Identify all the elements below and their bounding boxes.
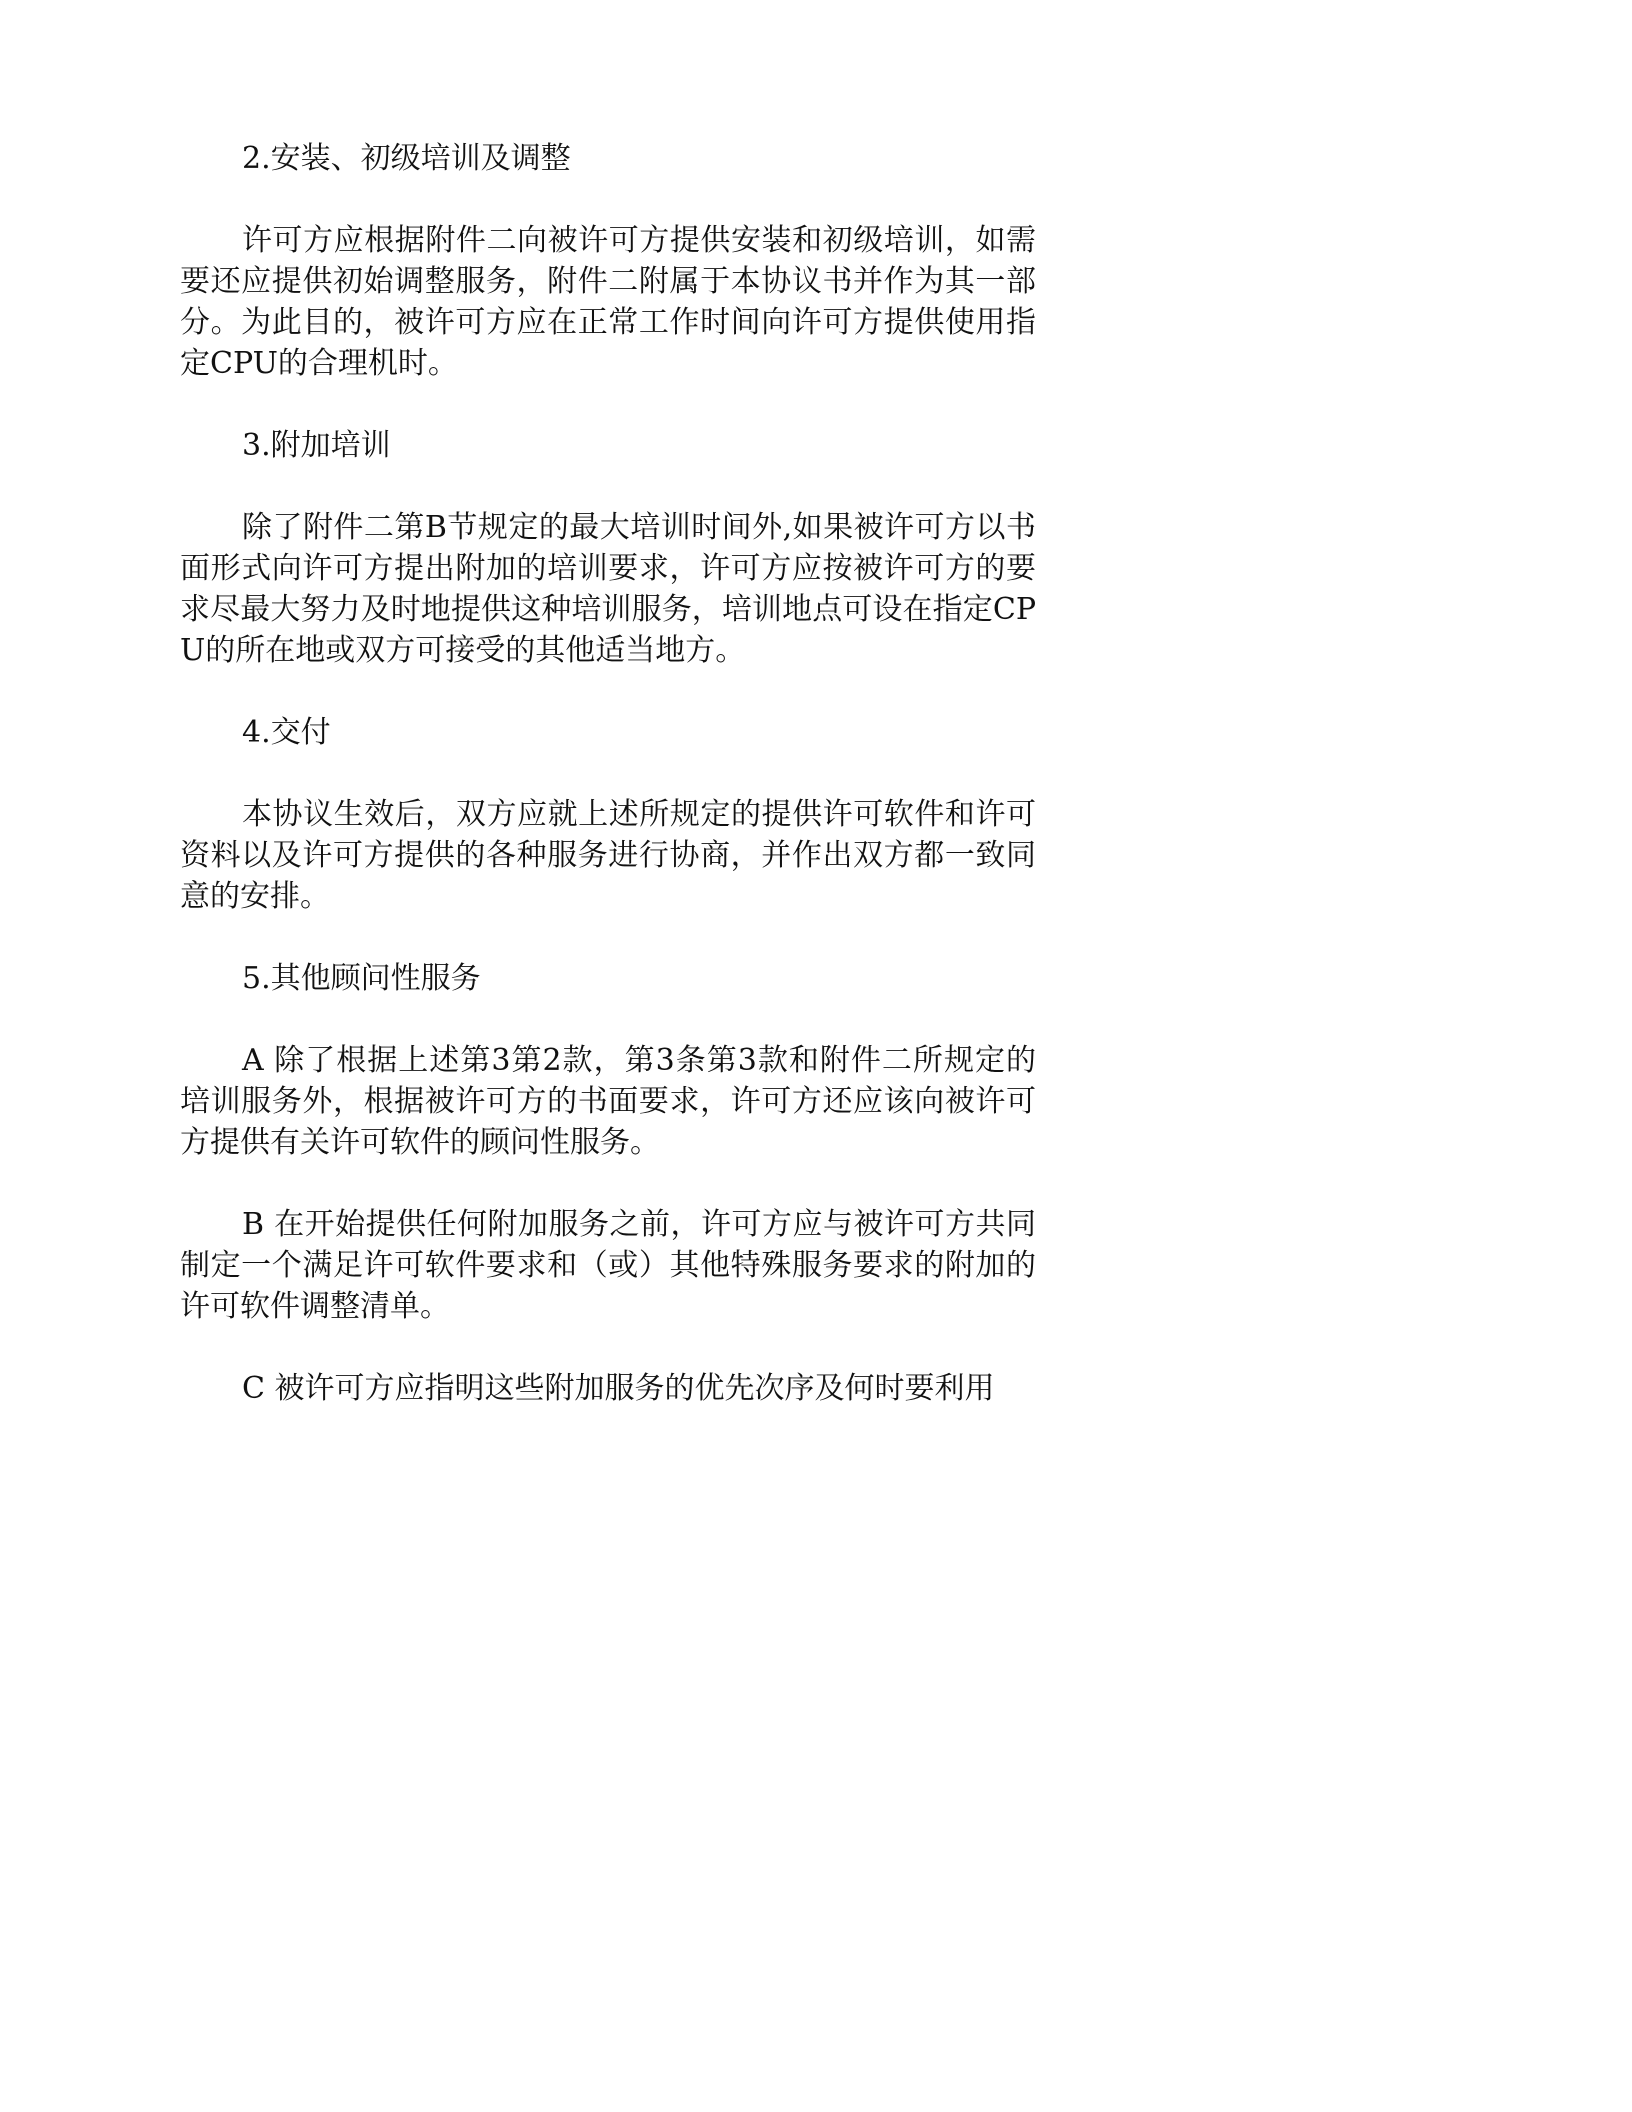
section-heading-delivery: 4.交付: [242, 715, 331, 750]
section-heading-installation: 2.安装、初级培训及调整: [242, 141, 571, 176]
section-heading-additional-training: 3.附加培训: [242, 428, 391, 463]
section-paragraph: 除了附件二第B节规定的最大培训时间外,如果被许可方以书面形式向许可方提出附加的培训要求，许可方应按被许可方的要求尽最大努力及时地提供这种培训服务，培训地点可设在指定CPU的所在地或双方可接受的其他适当地方。: [180, 510, 1036, 668]
section-heading-consulting-services: 5.其他顾问性服务: [242, 961, 481, 996]
section-paragraph: 许可方应根据附件二向被许可方提供安装和初级培训，如需要还应提供初始调整服务，附件二附属于本协议书并作为其一部分。为此目的，被许可方应在正常工作时间向许可方提供使用指定CPU的合理机时。: [180, 223, 1036, 381]
section-paragraph-b: B 在开始提供任何附加服务之前，许可方应与被许可方共同制定一个满足许可软件要求和（或）其他特殊服务要求的附加的许可软件调整清单。: [180, 1207, 1036, 1324]
section-paragraph: 本协议生效后，双方应就上述所规定的提供许可软件和许可资料以及许可方提供的各种服务进行协商，并作出双方都一致同意的安排。: [180, 797, 1036, 914]
section-paragraph-c: C 被许可方应指明这些附加服务的优先次序及何时要利用: [242, 1371, 995, 1406]
document-body: [180, 138, 1036, 1450]
section-paragraph-a: A 除了根据上述第3第2款，第3条第3款和附件二所规定的培训服务外，根据被许可方的书面要求，许可方还应该向被许可方提供有关许可软件的顾问性服务。: [180, 1043, 1036, 1160]
